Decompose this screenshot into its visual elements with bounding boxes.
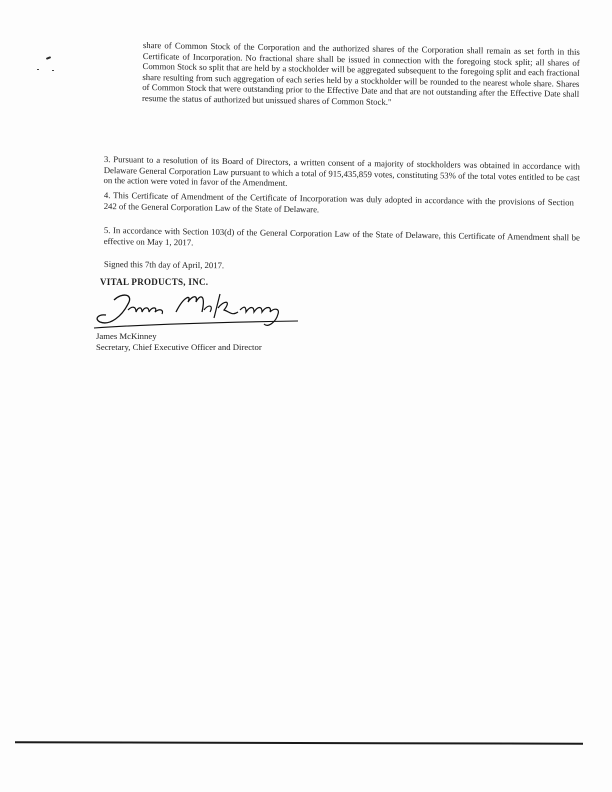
handwritten-signature [92, 288, 302, 332]
paragraph-4: 4. This Certificate of Amendment of the Certificate of Incorporation was duly adopted in accordance with the provisions of Section 242 of the General Corporation Law of the State of Delaware. [103, 190, 574, 214]
scan-speck [46, 56, 51, 60]
signature-drawing [92, 288, 302, 332]
paragraph-3: 3. Pursuant to a resolution of its Board of Directors, a written consent of a majority of stockholders was obtained in accordance with Delaware General Corporation Law pursuant to which a total of 915,435,859 votes, constituting 53% of the total votes entitled to be cast on the action were voted in favor of the Amendment. [103, 154, 580, 189]
footer-rule [15, 741, 583, 744]
paragraph-continuation: share of Common Stock of the Corporation and the authorized shares of the Corporation shall remain as set forth in this Certificate of Incorporation. No fractional share shall be issued in connection with the foregoing stock split; all shares of Common Stock so split that are held by a stockholder will be aggregated subsequent to the foregoing split and each fractional share resulting from such aggregation of each series held by a stockholder will be rounded to the nearest whole share. Shares of Common Stock that were outstanding prior to the Effective Date and that are not outstanding after the Effective Date shall resume the status of authorized but unissued shares of Common Stock." [142, 40, 580, 107]
signer-title: Secretary, Chief Executive Officer and Director [96, 342, 262, 352]
signed-date-line: Signed this 7th day of April, 2017. [103, 259, 225, 271]
scan-speck [37, 69, 39, 70]
paragraph-5: 5. In accordance with Section 103(d) of the General Corporation Law of the State of Delaware, this Certificate of Amendment shall be effective on May 1, 2017. [103, 225, 580, 247]
scan-speck [52, 70, 54, 71]
company-name: VITAL PRODUCTS, INC. [100, 277, 209, 287]
signer-name: James McKinney [96, 331, 157, 341]
